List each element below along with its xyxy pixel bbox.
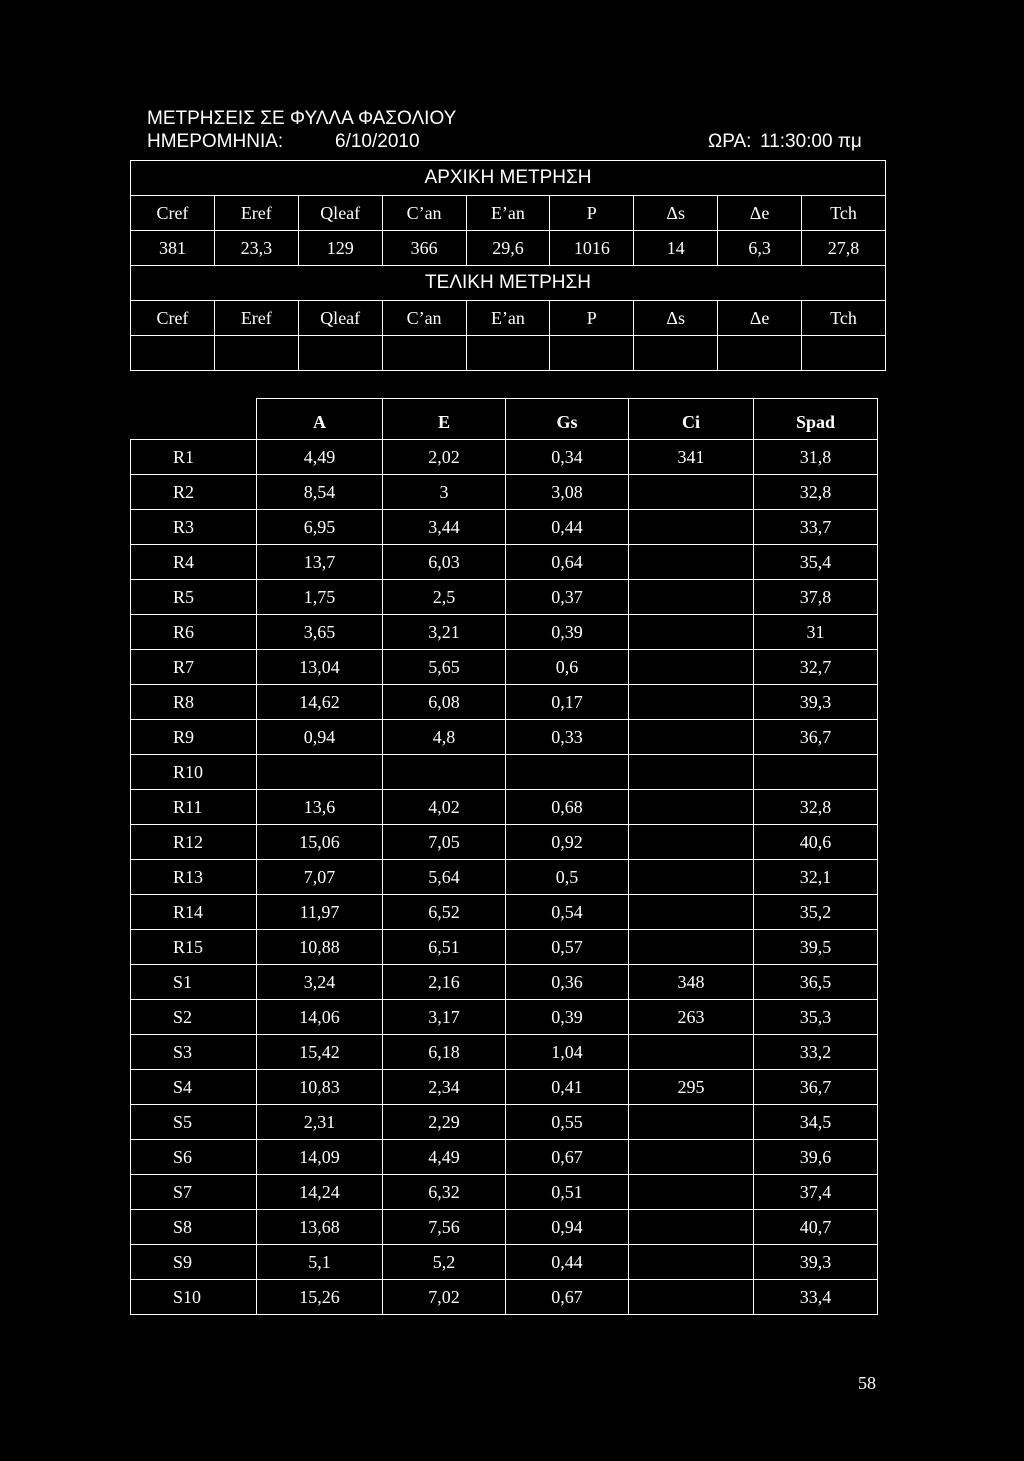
table-cell <box>257 755 383 790</box>
table-cell: 0,39 <box>506 1000 629 1035</box>
table-cell: 3 <box>383 475 506 510</box>
table-cell: 263 <box>629 1000 754 1035</box>
table-cell: 6,32 <box>383 1175 506 1210</box>
table-cell: 6,3 <box>718 231 802 266</box>
table-cell: 32,8 <box>754 790 878 825</box>
table-cell <box>629 1280 754 1315</box>
row-label: S7 <box>131 1175 257 1210</box>
column-header: Spad <box>754 399 878 440</box>
table-cell <box>629 930 754 965</box>
table-cell: 341 <box>629 440 754 475</box>
column-header: Gs <box>506 399 629 440</box>
table-cell: 1016 <box>550 231 634 266</box>
table-cell: 0,67 <box>506 1280 629 1315</box>
table-cell: 6,52 <box>383 895 506 930</box>
time-value: 11:30:00 πμ <box>760 131 862 152</box>
table-cell <box>629 580 754 615</box>
final-values-row <box>131 336 886 371</box>
row-label: R3 <box>131 510 257 545</box>
table-cell <box>214 336 298 371</box>
table-cell: 4,8 <box>383 720 506 755</box>
table-cell: 0,39 <box>506 615 629 650</box>
table-cell: 0,57 <box>506 930 629 965</box>
row-label: R4 <box>131 545 257 580</box>
table-cell <box>383 755 506 790</box>
table-cell <box>629 650 754 685</box>
corner-cell <box>131 399 257 440</box>
table-cell: 3,08 <box>506 475 629 510</box>
table-cell: 31,8 <box>754 440 878 475</box>
row-label: R15 <box>131 930 257 965</box>
table-cell <box>629 545 754 580</box>
column-header: Eref <box>214 196 298 231</box>
table-row <box>131 440 878 475</box>
table-row <box>131 615 878 650</box>
table-cell: 13,68 <box>257 1210 383 1245</box>
table-cell: 0,36 <box>506 965 629 1000</box>
table-cell: 36,7 <box>754 720 878 755</box>
table-cell <box>802 336 886 371</box>
table-cell: 8,54 <box>257 475 383 510</box>
final-header-row <box>131 301 886 336</box>
column-header: Cref <box>131 196 215 231</box>
table-cell: 15,06 <box>257 825 383 860</box>
document-title: ΜΕΤΡΗΣΕΙΣ ΣΕ ΦΥΛΛΑ ΦΑΣΟΛΙΟΥ <box>147 108 457 129</box>
table-cell: 33,4 <box>754 1280 878 1315</box>
table-cell: 7,07 <box>257 860 383 895</box>
column-header: C’an <box>382 301 466 336</box>
table-row <box>131 1070 878 1105</box>
table-cell: 7,05 <box>383 825 506 860</box>
row-label: R1 <box>131 440 257 475</box>
column-header: P <box>550 301 634 336</box>
row-label: S9 <box>131 1245 257 1280</box>
row-label: S10 <box>131 1280 257 1315</box>
column-header: A <box>257 399 383 440</box>
table-cell <box>298 336 382 371</box>
table-cell: 4,49 <box>257 440 383 475</box>
table-cell: 37,4 <box>754 1175 878 1210</box>
table-cell <box>506 755 629 790</box>
column-header: Ci <box>629 399 754 440</box>
table-cell: 7,02 <box>383 1280 506 1315</box>
table-cell: 6,08 <box>383 685 506 720</box>
table-row <box>131 790 878 825</box>
table-cell: 0,44 <box>506 1245 629 1280</box>
table-cell <box>629 1175 754 1210</box>
table-cell: 366 <box>382 231 466 266</box>
table-cell: 2,34 <box>383 1070 506 1105</box>
table-cell <box>382 336 466 371</box>
table-cell: 6,51 <box>383 930 506 965</box>
table-cell: 34,5 <box>754 1105 878 1140</box>
table-cell <box>629 685 754 720</box>
table-cell: 0,68 <box>506 790 629 825</box>
table-cell: 39,5 <box>754 930 878 965</box>
table-cell: 6,18 <box>383 1035 506 1070</box>
table-cell <box>629 510 754 545</box>
table-cell: 14,24 <box>257 1175 383 1210</box>
table-cell: 5,2 <box>383 1245 506 1280</box>
table-cell: 14,06 <box>257 1000 383 1035</box>
table-row <box>131 860 878 895</box>
table-cell: 0,34 <box>506 440 629 475</box>
table-cell: 32,8 <box>754 475 878 510</box>
table-cell: 39,6 <box>754 1140 878 1175</box>
table-cell: 10,83 <box>257 1070 383 1105</box>
table-cell: 33,7 <box>754 510 878 545</box>
table-row <box>131 650 878 685</box>
table-row <box>131 1245 878 1280</box>
table-row <box>131 545 878 580</box>
table-cell: 1,04 <box>506 1035 629 1070</box>
table-cell: 129 <box>298 231 382 266</box>
row-label: R13 <box>131 860 257 895</box>
table-cell: 2,5 <box>383 580 506 615</box>
table-row <box>131 1105 878 1140</box>
table-cell <box>629 860 754 895</box>
table-cell: 0,41 <box>506 1070 629 1105</box>
table-row <box>131 1210 878 1245</box>
table-row <box>131 1175 878 1210</box>
table-cell: 36,7 <box>754 1070 878 1105</box>
table-cell: 381 <box>131 231 215 266</box>
table-cell: 0,17 <box>506 685 629 720</box>
table-cell: 0,94 <box>506 1210 629 1245</box>
table-cell: 3,44 <box>383 510 506 545</box>
column-header: Cref <box>131 301 215 336</box>
column-header: P <box>550 196 634 231</box>
results-table <box>130 398 878 1315</box>
row-label: R2 <box>131 475 257 510</box>
table-cell <box>131 336 215 371</box>
table-cell: 32,7 <box>754 650 878 685</box>
table-cell <box>718 336 802 371</box>
column-header: Δs <box>634 301 718 336</box>
table-cell: 0,33 <box>506 720 629 755</box>
table-cell: 6,95 <box>257 510 383 545</box>
row-label: R5 <box>131 580 257 615</box>
table-cell: 0,6 <box>506 650 629 685</box>
table-cell <box>629 1035 754 1070</box>
column-header: Qleaf <box>298 301 382 336</box>
table-cell: 5,64 <box>383 860 506 895</box>
row-label: S1 <box>131 965 257 1000</box>
table-cell: 29,6 <box>466 231 550 266</box>
column-header: Eref <box>214 301 298 336</box>
row-label: R7 <box>131 650 257 685</box>
table-cell <box>629 1245 754 1280</box>
table-row <box>131 1035 878 1070</box>
table-cell <box>629 1210 754 1245</box>
table-row <box>131 510 878 545</box>
table-cell: 3,17 <box>383 1000 506 1035</box>
table-cell: 4,49 <box>383 1140 506 1175</box>
table-cell: 0,44 <box>506 510 629 545</box>
row-label: R10 <box>131 755 257 790</box>
table-cell <box>466 336 550 371</box>
table-row <box>131 1000 878 1035</box>
table-row <box>131 930 878 965</box>
row-label: R8 <box>131 685 257 720</box>
row-label: S5 <box>131 1105 257 1140</box>
row-label: R14 <box>131 895 257 930</box>
table-cell: 10,88 <box>257 930 383 965</box>
row-label: S4 <box>131 1070 257 1105</box>
column-header: Δs <box>634 196 718 231</box>
table-cell: 37,8 <box>754 580 878 615</box>
table-cell: 39,3 <box>754 685 878 720</box>
row-label: S8 <box>131 1210 257 1245</box>
table-cell <box>629 1105 754 1140</box>
initial-header-row <box>131 196 886 231</box>
column-header: Tch <box>802 196 886 231</box>
table-cell: 35,2 <box>754 895 878 930</box>
table-cell: 39,3 <box>754 1245 878 1280</box>
table-row <box>131 1280 878 1315</box>
table-cell: 13,7 <box>257 545 383 580</box>
table-cell: 0,54 <box>506 895 629 930</box>
table-cell: 35,3 <box>754 1000 878 1035</box>
row-label: S2 <box>131 1000 257 1035</box>
table-cell: 40,7 <box>754 1210 878 1245</box>
table-cell: 5,65 <box>383 650 506 685</box>
table-row <box>131 580 878 615</box>
table-row <box>131 1140 878 1175</box>
table-cell: 31 <box>754 615 878 650</box>
table-cell: 32,1 <box>754 860 878 895</box>
table-cell: 0,37 <box>506 580 629 615</box>
table-cell <box>629 895 754 930</box>
table-cell <box>550 336 634 371</box>
date-value: 6/10/2010 <box>335 131 420 152</box>
table-cell: 0,94 <box>257 720 383 755</box>
table-cell: 5,1 <box>257 1245 383 1280</box>
table-cell: 14,62 <box>257 685 383 720</box>
table-cell: 2,02 <box>383 440 506 475</box>
final-title-row <box>131 266 886 301</box>
column-header: E <box>383 399 506 440</box>
table-cell: 35,4 <box>754 545 878 580</box>
table-cell: 13,04 <box>257 650 383 685</box>
final-measurement-title: ΤΕΛΙΚΗ ΜΕΤΡΗΣΗ <box>131 266 886 301</box>
results-header-row <box>131 399 878 440</box>
table-cell <box>634 336 718 371</box>
column-header: E’an <box>466 301 550 336</box>
table-cell <box>629 615 754 650</box>
table-cell: 27,8 <box>802 231 886 266</box>
table-cell: 3,21 <box>383 615 506 650</box>
column-header: Δe <box>718 301 802 336</box>
table-cell <box>629 790 754 825</box>
page-number: 58 <box>858 1373 876 1393</box>
column-header: Tch <box>802 301 886 336</box>
table-cell <box>629 475 754 510</box>
row-label: R11 <box>131 790 257 825</box>
initial-values-row <box>131 231 886 266</box>
column-header: Qleaf <box>298 196 382 231</box>
table-cell: 0,64 <box>506 545 629 580</box>
table-cell <box>629 1140 754 1175</box>
date-label: ΗΜΕΡΟΜΗΝΙΑ: <box>147 131 284 152</box>
table-cell: 14,09 <box>257 1140 383 1175</box>
row-label: R6 <box>131 615 257 650</box>
table-cell: 0,92 <box>506 825 629 860</box>
table-cell: 40,6 <box>754 825 878 860</box>
table-cell: 0,55 <box>506 1105 629 1140</box>
table-cell: 2,31 <box>257 1105 383 1140</box>
table-cell: 2,29 <box>383 1105 506 1140</box>
table-cell: 0,5 <box>506 860 629 895</box>
table-cell: 14 <box>634 231 718 266</box>
table-cell: 1,75 <box>257 580 383 615</box>
table-cell <box>629 825 754 860</box>
table-cell: 15,42 <box>257 1035 383 1070</box>
column-header: E’an <box>466 196 550 231</box>
table-cell: 23,3 <box>214 231 298 266</box>
table-cell: 6,03 <box>383 545 506 580</box>
table-cell: 11,97 <box>257 895 383 930</box>
table-row <box>131 720 878 755</box>
table-cell: 3,65 <box>257 615 383 650</box>
table-cell <box>754 755 878 790</box>
table-row <box>131 825 878 860</box>
row-label: R9 <box>131 720 257 755</box>
table-cell: 0,51 <box>506 1175 629 1210</box>
table-row <box>131 685 878 720</box>
table-cell <box>629 755 754 790</box>
table-cell: 36,5 <box>754 965 878 1000</box>
column-header: Δe <box>718 196 802 231</box>
initial-title-row <box>131 161 886 196</box>
table-cell <box>629 720 754 755</box>
table-cell: 15,26 <box>257 1280 383 1315</box>
table-cell: 4,02 <box>383 790 506 825</box>
time-label: ΩΡΑ: <box>708 131 752 152</box>
table-row <box>131 475 878 510</box>
table-cell: 348 <box>629 965 754 1000</box>
row-label: S3 <box>131 1035 257 1070</box>
measurement-table <box>130 160 886 371</box>
table-row <box>131 755 878 790</box>
table-cell: 0,67 <box>506 1140 629 1175</box>
row-label: S6 <box>131 1140 257 1175</box>
table-cell: 13,6 <box>257 790 383 825</box>
table-row <box>131 965 878 1000</box>
table-cell: 3,24 <box>257 965 383 1000</box>
initial-measurement-title: ΑΡΧΙΚΗ ΜΕΤΡΗΣΗ <box>131 161 886 196</box>
table-cell: 2,16 <box>383 965 506 1000</box>
table-cell: 7,56 <box>383 1210 506 1245</box>
table-cell: 295 <box>629 1070 754 1105</box>
table-row <box>131 895 878 930</box>
column-header: C’an <box>382 196 466 231</box>
row-label: R12 <box>131 825 257 860</box>
table-cell: 33,2 <box>754 1035 878 1070</box>
